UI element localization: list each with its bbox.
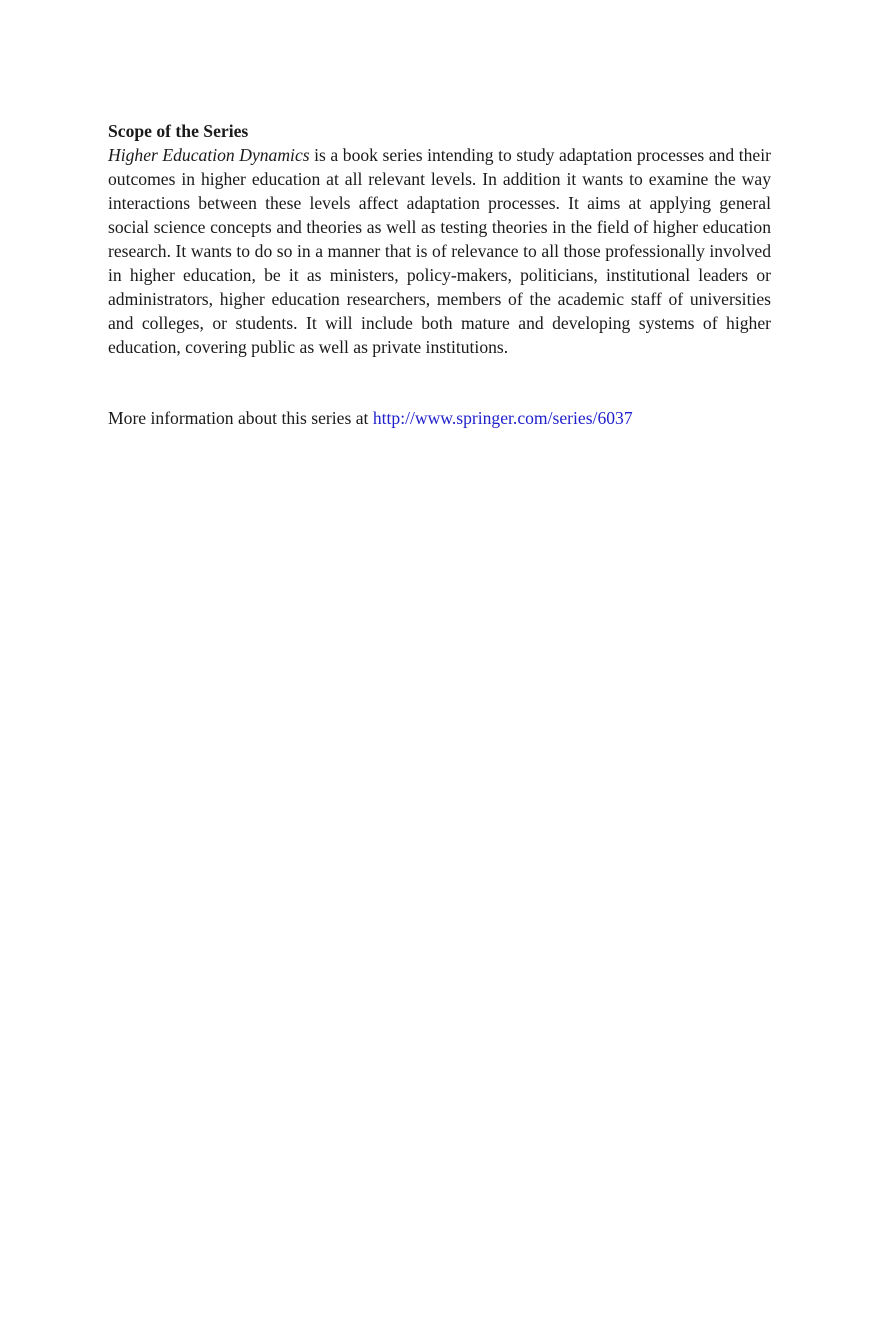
scope-body-text: is a book series intending to study adaptation processes and their outcomes in higher education at all relevant levels. In addition it wants to examine the way interactions between these levels affect adaptation processes. It aims at applying general social science concepts and theories as well as testing theories in the field of higher education research. It wants to do so in a manner that is of relevance to all those professionally involved in higher education, be it as ministers, policy-makers, politicians, institutional leaders or administrators, higher education researchers, members of the academic staff of universities and colleges, or students. It will include both mature and developing systems of higher education, covering public as well as private institutions. [108,145,771,357]
series-name: Higher Education Dynamics [108,145,310,165]
more-info-prefix: More information about this series at [108,408,373,428]
page-content [108,119,771,430]
section-heading: Scope of the Series [108,121,249,141]
scope-paragraph [108,143,771,359]
more-info-line [108,406,771,430]
series-link[interactable]: http://www.springer.com/series/6037 [372,408,633,428]
